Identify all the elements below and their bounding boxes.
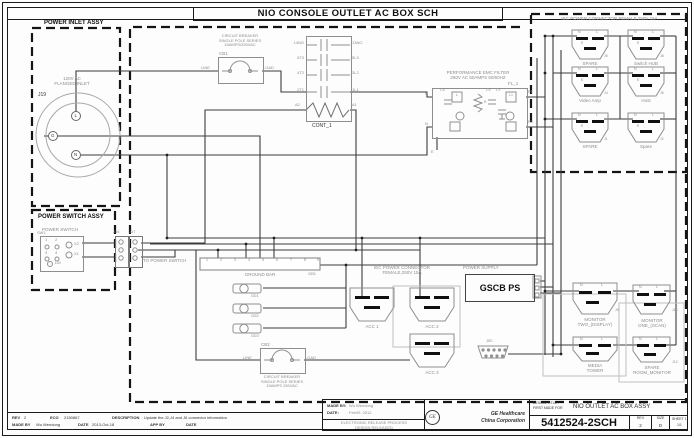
conn-ref: J5 <box>604 54 608 58</box>
filter-pin-p: P <box>425 91 428 96</box>
rev2-value: 2 <box>639 423 642 428</box>
contactor-pin-2t1: 2T1 <box>297 87 304 92</box>
switch-pin-2: 2 <box>55 237 58 242</box>
filter-pin-p1: P1 <box>528 89 533 94</box>
filter-cy-label: CY <box>496 88 501 92</box>
ground-term: 9 <box>317 257 319 262</box>
conn-ref: J2 <box>660 137 664 141</box>
inlet-ref: J19 <box>38 92 47 98</box>
ground-term: 2 <box>220 257 222 262</box>
conn-pin <box>434 296 449 299</box>
conn-label-monitor-one: MONITOR ONE_(SCAN) <box>638 318 666 329</box>
conn-label-spare-room-monitor: SPARE ROOM_MONITOR <box>633 365 671 376</box>
conn-l-letter: L <box>652 30 654 34</box>
conn-pin <box>415 342 430 345</box>
contactor-coil-a1: A1 <box>352 102 357 107</box>
conn-n-letter: N <box>580 337 583 341</box>
conn-e-letter: E <box>637 78 640 82</box>
cb1-ref: CB1 <box>219 51 228 56</box>
conn-ref: J12 <box>672 360 678 364</box>
conn-pin <box>584 47 596 50</box>
ground-stud-g02: G02 <box>251 313 259 318</box>
conn-l-letter: L <box>652 67 654 71</box>
conn-l-letter: L <box>596 113 598 117</box>
conn-n-letter: N <box>634 30 637 34</box>
conn-pin <box>364 306 380 309</box>
rev-label: REV <box>12 415 21 420</box>
conn-pin <box>576 74 588 77</box>
conn-pin <box>637 293 649 296</box>
date-value: 2013-Oct-18 <box>92 422 115 427</box>
ground-bar-ref: GB1 <box>308 271 317 276</box>
madeby-value: Wu Wendong <box>36 422 61 427</box>
power-supply-header: POWER SUPPLY <box>463 265 499 270</box>
conn-l-letter: L <box>656 337 658 341</box>
date2-label: DATE <box>186 422 197 427</box>
filter-cx2-label: CX <box>486 88 491 92</box>
cb2-load-pin: LOAD <box>305 355 316 360</box>
cb2-ref: CB2 <box>261 342 270 347</box>
conn-pin <box>592 74 604 77</box>
conn-l-letter: L <box>656 285 658 289</box>
contactor-pin-1l1: 1L1 <box>352 87 359 92</box>
assy-title: NIO OUTLET AC BOX ASSY <box>573 404 651 410</box>
ground-term: 6 <box>276 257 278 262</box>
inlet-desc: 120V AC FLANGED INLET <box>54 76 90 87</box>
size-value: D <box>658 423 663 428</box>
contactor-pin-5l3: 5L3 <box>352 55 359 60</box>
switch-pin-4: 4 <box>55 250 58 255</box>
conn-l-letter: L <box>601 283 603 287</box>
conn-pin <box>640 130 652 133</box>
j17-ref: J17 <box>129 229 136 234</box>
page-title: NIO CONSOLE OUTLET AC BOX SCH <box>257 8 439 19</box>
conn-pin <box>632 120 644 123</box>
first-made-label: FIRST MADE FOR <box>533 406 563 410</box>
filter-ref: FL_1 <box>508 81 519 86</box>
conn-pin <box>644 353 656 356</box>
conn-ref: J8 <box>660 54 664 58</box>
conn-ref: J1 <box>604 137 608 141</box>
conn-label-acc3: ACC 3 <box>425 370 439 375</box>
contactor-pin-13no: 13NO <box>352 40 363 45</box>
madeby2-label: MADE BY: <box>327 403 347 408</box>
conn-pin <box>584 130 596 133</box>
conn-label-spare3: Spare <box>639 144 652 149</box>
lamp-x1-label: X1 <box>74 251 79 256</box>
contactor-body <box>306 36 352 122</box>
tb-divider <box>669 415 670 430</box>
cb1-description: CIRCUIT BREAKER SINGLE POLE SERIES 15AMPS/250VAC <box>218 33 262 48</box>
conn-pin <box>576 120 588 123</box>
size-label: SIZE <box>656 416 665 420</box>
conn-pin <box>355 296 370 299</box>
iec-top-header: IEC POWER CONNECTOR,FEMALE,250V 15A <box>561 16 658 21</box>
power-inlet-assy-label: POWER INLET ASSY <box>44 20 104 26</box>
conn-label-switch-hub: Switch HUB <box>633 61 658 66</box>
date3-value: Feb09, 2012 <box>349 410 372 415</box>
cb2-body <box>260 348 306 374</box>
dsub-ref: J50 <box>486 338 493 343</box>
company-line1: GE Healthcare <box>490 411 525 417</box>
conn-n-letter: N <box>578 30 581 34</box>
rev-value: 2 <box>24 415 27 420</box>
cb1-line-pin: LINE <box>201 65 210 70</box>
date3-label: DATE: <box>327 410 339 415</box>
j16-ref: J16 <box>113 229 120 234</box>
conn-pin <box>424 352 440 355</box>
conn-pin <box>598 291 611 294</box>
conn-pin <box>632 74 644 77</box>
filter-pin-n1: N1 <box>528 119 534 124</box>
conn-ref: J9 <box>615 308 619 312</box>
conn-l-letter: L <box>652 113 654 117</box>
conn-n-letter: N <box>580 283 583 287</box>
conn-pin <box>648 74 660 77</box>
conn-pin <box>592 120 604 123</box>
conn-pin <box>586 352 599 355</box>
filter-r-label: R <box>484 100 487 104</box>
conn-pin <box>415 296 430 299</box>
filter-l1-label: L1 <box>509 93 513 97</box>
conn-pin <box>576 37 588 40</box>
conn-pin <box>654 293 666 296</box>
contactor-pin-4t2: 4T2 <box>297 70 304 75</box>
revision-strip <box>8 412 323 430</box>
conn-n-letter: N <box>578 67 581 71</box>
filter-pin-n: N <box>425 121 428 126</box>
cb1-load-pin: LOAD <box>263 65 274 70</box>
ground-term: 7 <box>290 257 292 262</box>
inlet-pin-l: L <box>74 113 78 118</box>
conn-label-acc2: ACC 2 <box>425 324 439 329</box>
power-switch-assy-label: POWER SWITCH ASSY <box>38 214 104 220</box>
desc-label: DESCRIPTION <box>112 415 140 420</box>
ground-term: 3 <box>234 257 236 262</box>
switch-pin-1: 1 <box>45 237 48 242</box>
contactor-pin-6t3: 6T3 <box>297 55 304 60</box>
filter-pin-e: E <box>431 149 434 154</box>
desc-value: Update the J2,J4 and J6 connector information <box>144 415 227 420</box>
conn-pin <box>584 84 596 87</box>
conn-pin <box>637 344 649 347</box>
switch-ref: SW1 <box>37 230 46 235</box>
ge-logo: GE <box>425 410 440 425</box>
eco-label: ECO <box>50 415 59 420</box>
filter-description: PERFORMANCE EMC FILTER 250V AC 50AMPS 50/60HZ <box>446 70 510 81</box>
lamp-x2-label: X2 <box>74 241 79 246</box>
contactor-pin-14no: 14NO <box>293 40 304 45</box>
conn-label-spare2: SPARE <box>582 144 598 149</box>
eco-value: 2150867 <box>64 415 80 420</box>
conn-e-letter: E <box>637 41 640 45</box>
cb2-description: CIRCUIT BREAKER SINGLE POLE SERIES 15AMPS 250VAC <box>260 374 304 389</box>
inlet-pin-g: G <box>51 133 55 138</box>
ground-term: 8 <box>304 257 306 262</box>
conn-pin <box>579 291 592 294</box>
lamp-lm-label: LM <box>55 260 61 265</box>
conn-pin <box>640 84 652 87</box>
conn-pin <box>374 296 389 299</box>
conn-e-letter: E <box>581 78 584 82</box>
madeby2-value: Wu Wendong <box>349 403 374 408</box>
doc-number: 5412524-2SCH <box>541 417 617 429</box>
ground-term: 4 <box>248 257 250 262</box>
company-line2: China Corporation <box>481 418 525 424</box>
conn-pin <box>424 306 440 309</box>
contactor-pin-3l2: 3L2 <box>352 70 359 75</box>
madeby-label: MADE BY <box>12 422 31 427</box>
power-switch-label: POWER SWITCH <box>42 227 78 232</box>
date-label: DATE <box>78 422 89 427</box>
sheet-value: 1/1 <box>677 423 682 427</box>
conn-l-letter: L <box>596 30 598 34</box>
conn-e-letter: E <box>581 124 584 128</box>
conn-pin <box>640 47 652 50</box>
conn-label-video-amp: Video Amp <box>579 98 601 103</box>
design-title-label: DESIGN TITLE <box>533 401 557 405</box>
ground-stud-g03: G03 <box>251 333 259 338</box>
conn-n-letter: N <box>578 113 581 117</box>
conn-pin <box>648 37 660 40</box>
conn-n-letter: N <box>639 337 642 341</box>
conn-label-host: Host <box>641 98 651 103</box>
ground-bar-label: GROUND BAR <box>244 272 276 277</box>
ground-stud-g01: G01 <box>251 293 259 298</box>
cb2-line-pin: LINE <box>243 355 252 360</box>
conn-pin <box>648 120 660 123</box>
connector-j17 <box>129 236 143 268</box>
conn-label-media-tower: MEDIA TOWER <box>586 363 604 374</box>
conn-pin <box>592 37 604 40</box>
conn-e-letter: E <box>581 41 584 45</box>
conn-ref: J10 <box>672 308 678 312</box>
filter-l-label: L <box>456 93 458 97</box>
conn-label-monitor-two: MONITOR TWO_(DISPLAY) <box>577 317 613 328</box>
conn-pin <box>434 342 449 345</box>
ground-term: 1 <box>206 257 208 262</box>
conn-n-letter: N <box>639 285 642 289</box>
conn-pin <box>598 344 611 347</box>
conn-label-spare1: SPARE <box>582 61 598 66</box>
rev2-label: REV <box>636 416 645 420</box>
conn-l-letter: L <box>601 337 603 341</box>
contactor-ref: CONT_1 <box>312 123 332 129</box>
title-block <box>322 399 688 431</box>
gscb-ps-name: GSCB PS <box>479 283 521 293</box>
conn-l-letter: L <box>596 67 598 71</box>
switch-pin-3: 3 <box>45 250 48 255</box>
conn-pin <box>644 303 656 306</box>
filter-cx1-label: CX <box>440 88 445 92</box>
release-process: ELECTRONIC RELEASE PROCESS DESIGN RELEASED <box>340 420 408 430</box>
appby-label: APP BY <box>150 422 165 427</box>
to-power-switch-label: TO POWER SWITCH <box>143 258 187 263</box>
iec-mid-header: IEC POWER CONNECTOR FEMALE,250V 15A <box>374 265 430 276</box>
conn-pin <box>654 344 666 347</box>
ground-term: 5 <box>262 257 264 262</box>
conn-pin <box>632 37 644 40</box>
conn-n-letter: N <box>634 113 637 117</box>
connector-j16 <box>115 236 129 268</box>
contactor-coil-a2: A2 <box>295 102 300 107</box>
conn-ref: J4 <box>604 91 608 95</box>
conn-pin <box>579 344 592 347</box>
conn-pin <box>586 301 599 304</box>
sheet-label: SHEET 1 <box>672 417 687 421</box>
inlet-pin-n: N <box>74 152 78 157</box>
gscb-ps-box <box>465 274 535 302</box>
conn-n-letter: N <box>634 67 637 71</box>
conn-label-acc1: ACC 1 <box>365 324 379 329</box>
conn-ref: J6 <box>660 91 664 95</box>
conn-e-letter: E <box>637 124 640 128</box>
cb1-body <box>218 57 264 84</box>
